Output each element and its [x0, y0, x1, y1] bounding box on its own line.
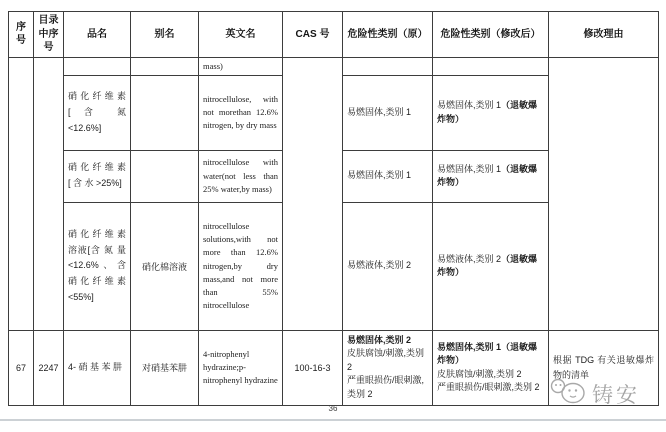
cell-english-name: 4-nitrophenyl hydrazine;p-nitrophenyl hydrazine [199, 330, 283, 405]
cell-hazard-original: 易燃固体,类别 1 [343, 150, 433, 202]
cell-hazard-original-empty [343, 57, 433, 75]
col-header-catalog-number: 目录中序号 [34, 12, 64, 58]
hazard-original-line1: 易燃固体,类别 2 [347, 334, 412, 345]
hazard-revised-text: 易燃液体,类别 2 [437, 253, 502, 264]
hazard-original-line3: 严重眼损伤/眼刺激,类别 2 [347, 375, 425, 399]
cell-english-name: nitrocellulose solutions,with not more than 12.6% nitrogen,by dry mass,and not more than 55% nitrocellulose [199, 202, 283, 330]
hazard-revised-line3: 严重眼损伤/眼刺激,类别 2 [437, 382, 540, 393]
cell-hazard-revised [433, 202, 549, 330]
cell-product-name: 硝 化 纤 维 素溶液[含 氮 量 <12.6%、含 硝 化 纤 维 素<55%] [64, 202, 131, 330]
table-row-continued-a [9, 57, 659, 75]
cell-serial: 67 [9, 330, 34, 405]
cell-alias: 对硝基苯肼 [131, 330, 199, 405]
col-header-hazard-original: 危险性类别（原） [343, 12, 433, 58]
cell-english-continued: mass) [199, 57, 283, 75]
cell-modification-reason: 根据 TDG 有关退敏爆炸物的清单 [549, 330, 659, 405]
cell-product-name: 硝 化 纤 维 素 [ 含 水 >25%] [64, 150, 131, 202]
cell-alias-empty [131, 150, 199, 202]
hazard-revised-desensitized-note: （退敏爆炸物） [437, 163, 538, 188]
cell-hazard-revised [433, 75, 549, 150]
col-header-english-name: 英文名 [199, 12, 283, 58]
hazard-revised-desensitized-note: （退敏爆炸物） [437, 100, 538, 124]
col-header-product-name: 品名 [64, 12, 131, 58]
cell-hazard-original: 易燃液体,类别 2 [343, 202, 433, 330]
cell-product-name: 硝 化 纤 维 素 [ 含 氮 <12.6%] [64, 75, 131, 150]
hazard-revised-text: 易燃固体,类别 1 [437, 163, 502, 174]
cell-cas-merged-empty [283, 57, 343, 330]
hazard-classification-table [8, 11, 659, 406]
cell-catalog-merged-empty [34, 57, 64, 330]
cell-hazard-original [343, 330, 433, 405]
col-header-hazard-revised: 危险性类别（修改后） [433, 12, 549, 58]
cell-alias: 硝化棉溶液 [131, 202, 199, 330]
col-header-serial: 序号 [9, 12, 34, 58]
col-header-reason: 修改理由 [549, 12, 659, 58]
watermark-brand-text: 铸安 [592, 384, 640, 407]
cell-english-name: nitrocellulose, with not morethan 12.6% nitrogen, by dry mass [199, 75, 283, 150]
cell-product-name: 4- 硝 基 苯 肼 [64, 330, 131, 405]
cell-catalog-number: 2247 [34, 330, 64, 405]
header-row [9, 12, 659, 58]
hazard-revised-line1: 易燃固体,类别 1（退敏爆炸物） [437, 341, 538, 366]
col-header-alias: 别名 [131, 12, 199, 58]
cell-alias-empty [131, 75, 199, 150]
cell-hazard-original: 易燃固体,类别 1 [343, 75, 433, 150]
cell-reason-merged-empty [549, 57, 659, 330]
footer-divider-line [0, 419, 666, 421]
cell-name-empty [64, 57, 131, 75]
cell-hazard-revised [433, 150, 549, 202]
hazard-revised-line2: 皮肤腐蚀/刺激,类别 2 [437, 368, 522, 379]
cell-hazard-revised-empty [433, 57, 549, 75]
cell-alias-empty [131, 57, 199, 75]
cell-english-name: nitrocellulose with water(not less than 25% water,by mass) [199, 150, 283, 202]
cell-cas-number: 100-16-3 [283, 330, 343, 405]
cell-serial-merged-empty [9, 57, 34, 330]
page-number: 36 [328, 404, 338, 413]
hazard-revised-text: 易燃固体,类别 1 [437, 100, 502, 111]
hazard-revised-desensitized-note: （退敏爆炸物） [437, 253, 538, 278]
col-header-cas: CAS 号 [283, 12, 343, 58]
hazard-original-line2: 皮肤腐蚀/刺激,类别 2 [347, 348, 425, 372]
cell-hazard-revised [433, 330, 549, 405]
